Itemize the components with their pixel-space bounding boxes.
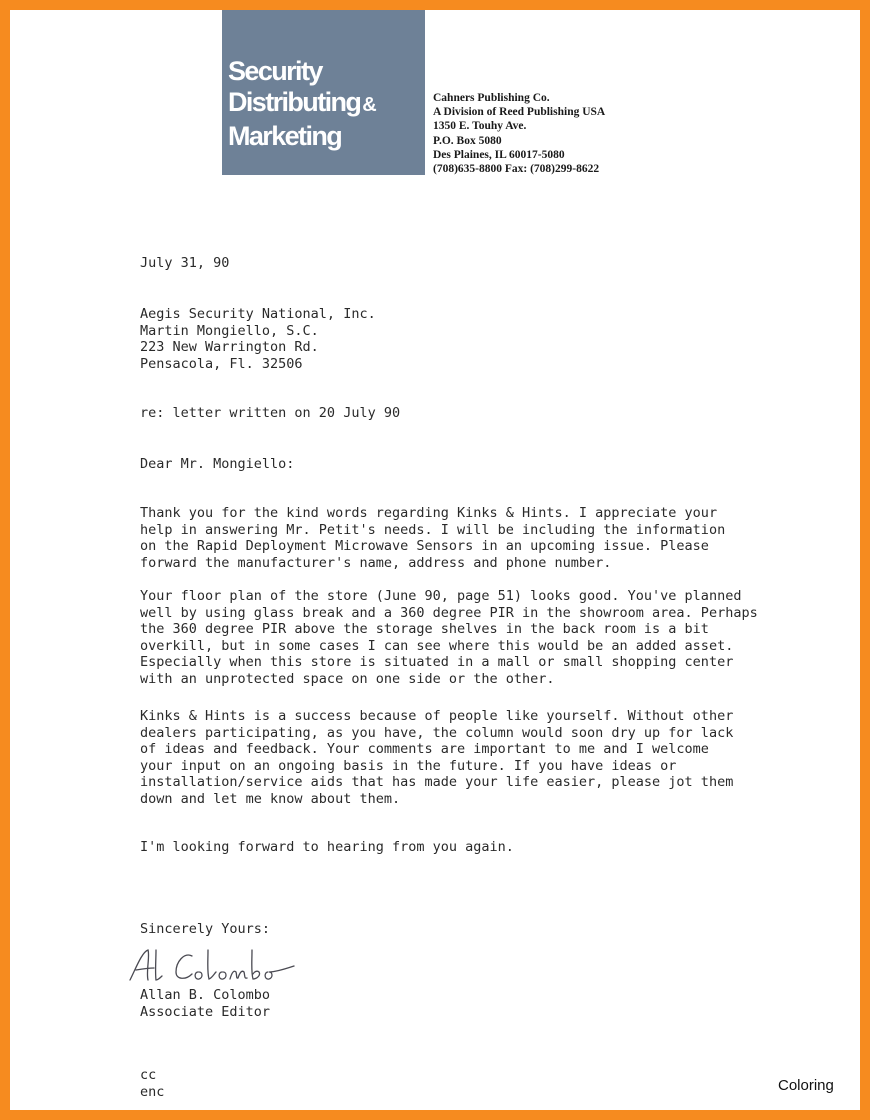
publisher-phone-fax: (708)635-8800 Fax: (708)299-8622 [433,163,600,176]
publisher-po-box: P.O. Box 5080 [433,134,502,147]
body-line: installation/service aids that has made your life easier, please jot them [140,774,734,790]
logo-line-distributing: Distributing & [228,87,377,117]
recipient-address [140,306,376,372]
sign-off: Sincerely Yours: [140,921,271,937]
closing-line: I'm looking forward to hearing from you again. [140,839,514,855]
body-line: Especially when this store is situated in a mall or small shopping center [140,654,734,670]
signer-title: Associate Editor [140,1003,271,1020]
letter-date: July 31, 90 [140,255,230,271]
salutation: Dear Mr. Mongiello: [140,456,295,472]
cc-enc-block [140,1067,164,1100]
paragraph-3 [140,708,733,807]
body-line: on the Rapid Deployment Microwave Sensors in an upcoming issue. Please [140,538,709,554]
publisher-name: Cahners Publishing Co. [433,92,550,104]
body-line: down and let me know about them. [140,790,401,807]
cc-notation: cc [140,1067,157,1083]
body-line: dealers participating, as you have, the column would soon dry up for lack [140,724,734,741]
body-line: well by using glass break and a 360 degree PIR in the showroom area. Perhaps [140,604,758,621]
body-line: Kinks & Hints is a success because of people like yourself. Without other [140,708,734,724]
body-line: forward the manufacturer's name, address and phone number. [140,554,612,571]
letter-page [10,10,860,1110]
publisher-address [433,91,605,176]
logo-line-marketing: Marketing [228,121,342,151]
paragraph-2 [140,588,758,687]
enc-notation: enc [140,1083,165,1100]
body-line: your input on an ongoing basis in the future. If you have ideas or [140,757,677,774]
recipient-line: Pensacola, Fl. 32506 [140,355,303,372]
recipient-line: Aegis Security National, Inc. [140,306,376,322]
handwritten-signature [122,942,322,984]
logo-line-security: Security [228,56,322,86]
publisher-city: Des Plaines, IL 60017-5080 [433,148,565,161]
body-line: help in answering Mr. Petit's needs. I will be including the information [140,521,726,538]
publisher-division: A Division of Reed Publishing USA [433,106,606,119]
paragraph-1 [140,505,725,571]
site-watermark: Coloring [778,1077,834,1094]
body-line: Your floor plan of the store (June 90, page 51) looks good. You've planned [140,588,742,604]
signer-name: Allan B. Colombo [140,987,271,1003]
logo-text [228,56,377,152]
re-line: re: letter written on 20 July 90 [140,405,401,421]
company-logo [222,10,425,175]
recipient-line: Martin Mongiello, S.C. [140,322,319,339]
body-line: Thank you for the kind words regarding Kinks & Hints. I appreciate your [140,505,718,521]
body-line: of ideas and feedback. Your comments are important to me and I welcome [140,741,709,757]
signer-block [140,987,270,1020]
body-line: the 360 degree PIR above the storage shelves in the back room is a bit [140,621,709,637]
publisher-street: 1350 E. Touhy Ave. [433,120,527,133]
body-line: with an unprotected space on one side or the other. [140,670,555,687]
body-line: overkill, but in some cases I can see where this would be an added asset. [140,637,734,654]
logo-ampersand: & [362,94,377,116]
recipient-line: 223 New Warrington Rd. [140,339,319,355]
